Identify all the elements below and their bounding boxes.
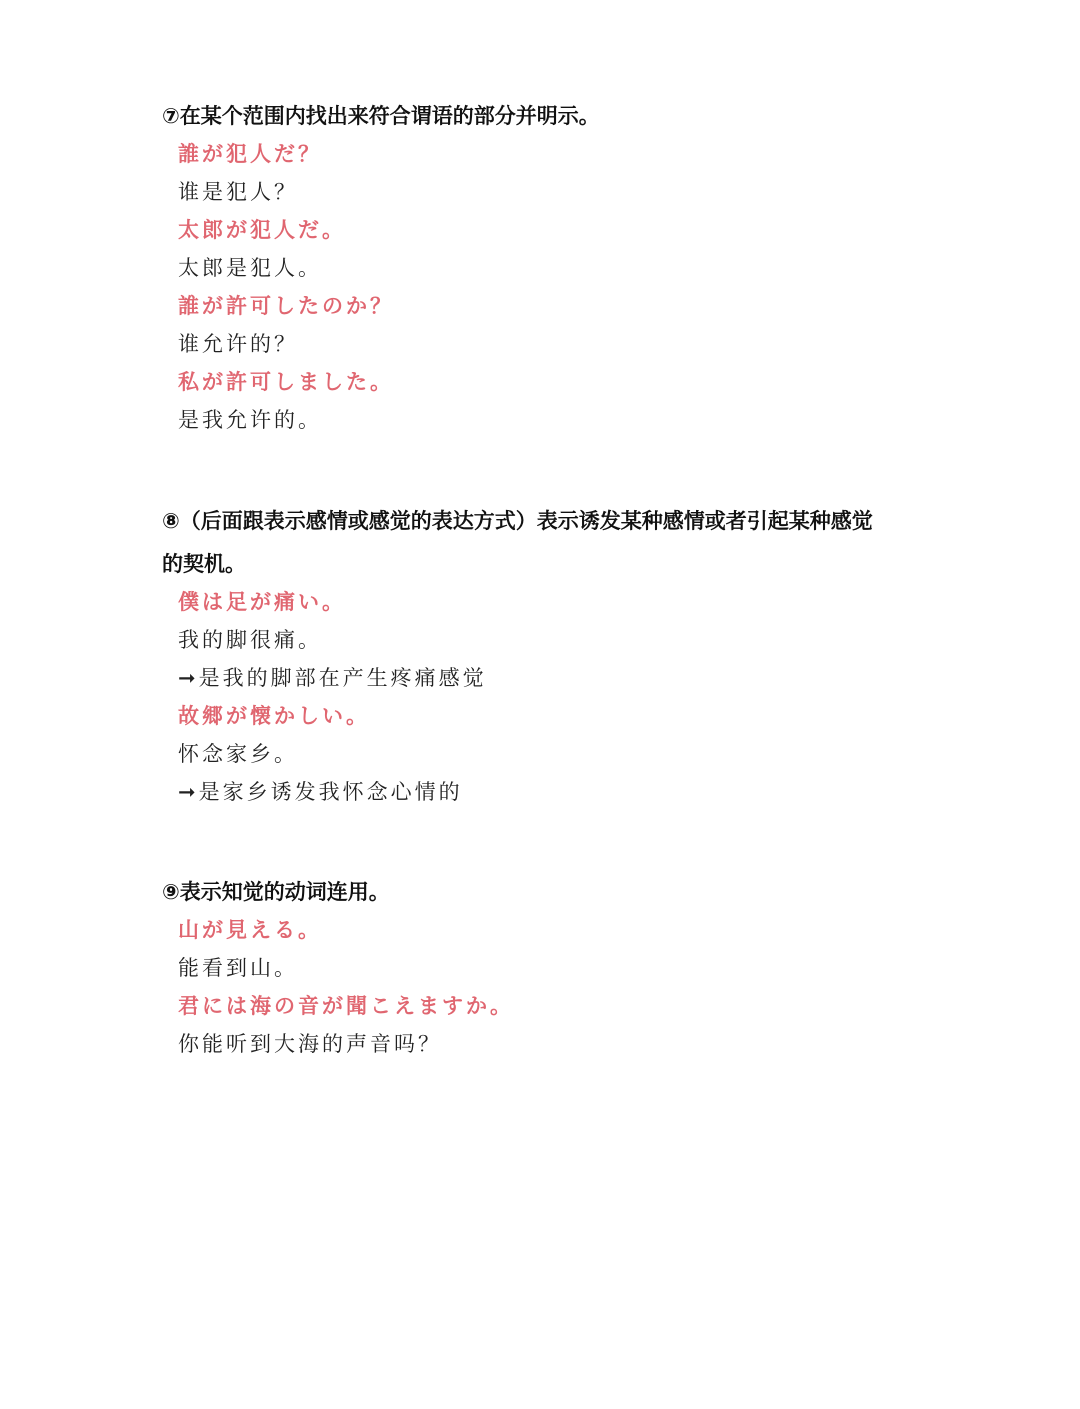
japanese-example: 僕は足が痛い。: [178, 590, 346, 614]
chinese-translation: 我的脚很痛。: [178, 628, 322, 652]
chinese-translation: 是我允许的。: [178, 408, 322, 432]
chinese-translation: 能看到山。: [178, 956, 298, 980]
section-9-heading: ⑨表示知觉的动词连用。: [162, 880, 390, 904]
japanese-example: 山が見える。: [178, 918, 322, 942]
section-8-heading-line-1: ⑧（后面跟表示感情或感觉的表达方式）表示诱发某种感情或者引起某种感觉: [162, 509, 873, 533]
chinese-translation: 谁允许的？: [178, 332, 298, 356]
chinese-translation: 谁是犯人？: [178, 180, 298, 204]
japanese-example: 私が許可しました。: [178, 370, 394, 394]
chinese-translation: 你能听到大海的声音吗？: [178, 1032, 442, 1056]
japanese-example: 故郷が懐かしい。: [178, 704, 370, 728]
section-8-heading-line-2: 的契机。: [162, 552, 246, 576]
japanese-example: 誰が許可したのか？: [178, 294, 394, 318]
japanese-example: 君には海の音が聞こえますか。: [178, 994, 514, 1018]
japanese-example: 誰が犯人だ？: [178, 142, 322, 166]
chinese-translation: 太郎是犯人。: [178, 256, 322, 280]
chinese-translation: 怀念家乡。: [178, 742, 298, 766]
japanese-example: 太郎が犯人だ。: [178, 218, 346, 242]
explanation-note: ➞是我的脚部在产生疼痛感觉: [178, 666, 487, 690]
section-7-heading: ⑦在某个范围内找出来符合谓语的部分并明示。: [162, 104, 600, 128]
explanation-note: ➞是家乡诱发我怀念心情的: [178, 780, 463, 804]
